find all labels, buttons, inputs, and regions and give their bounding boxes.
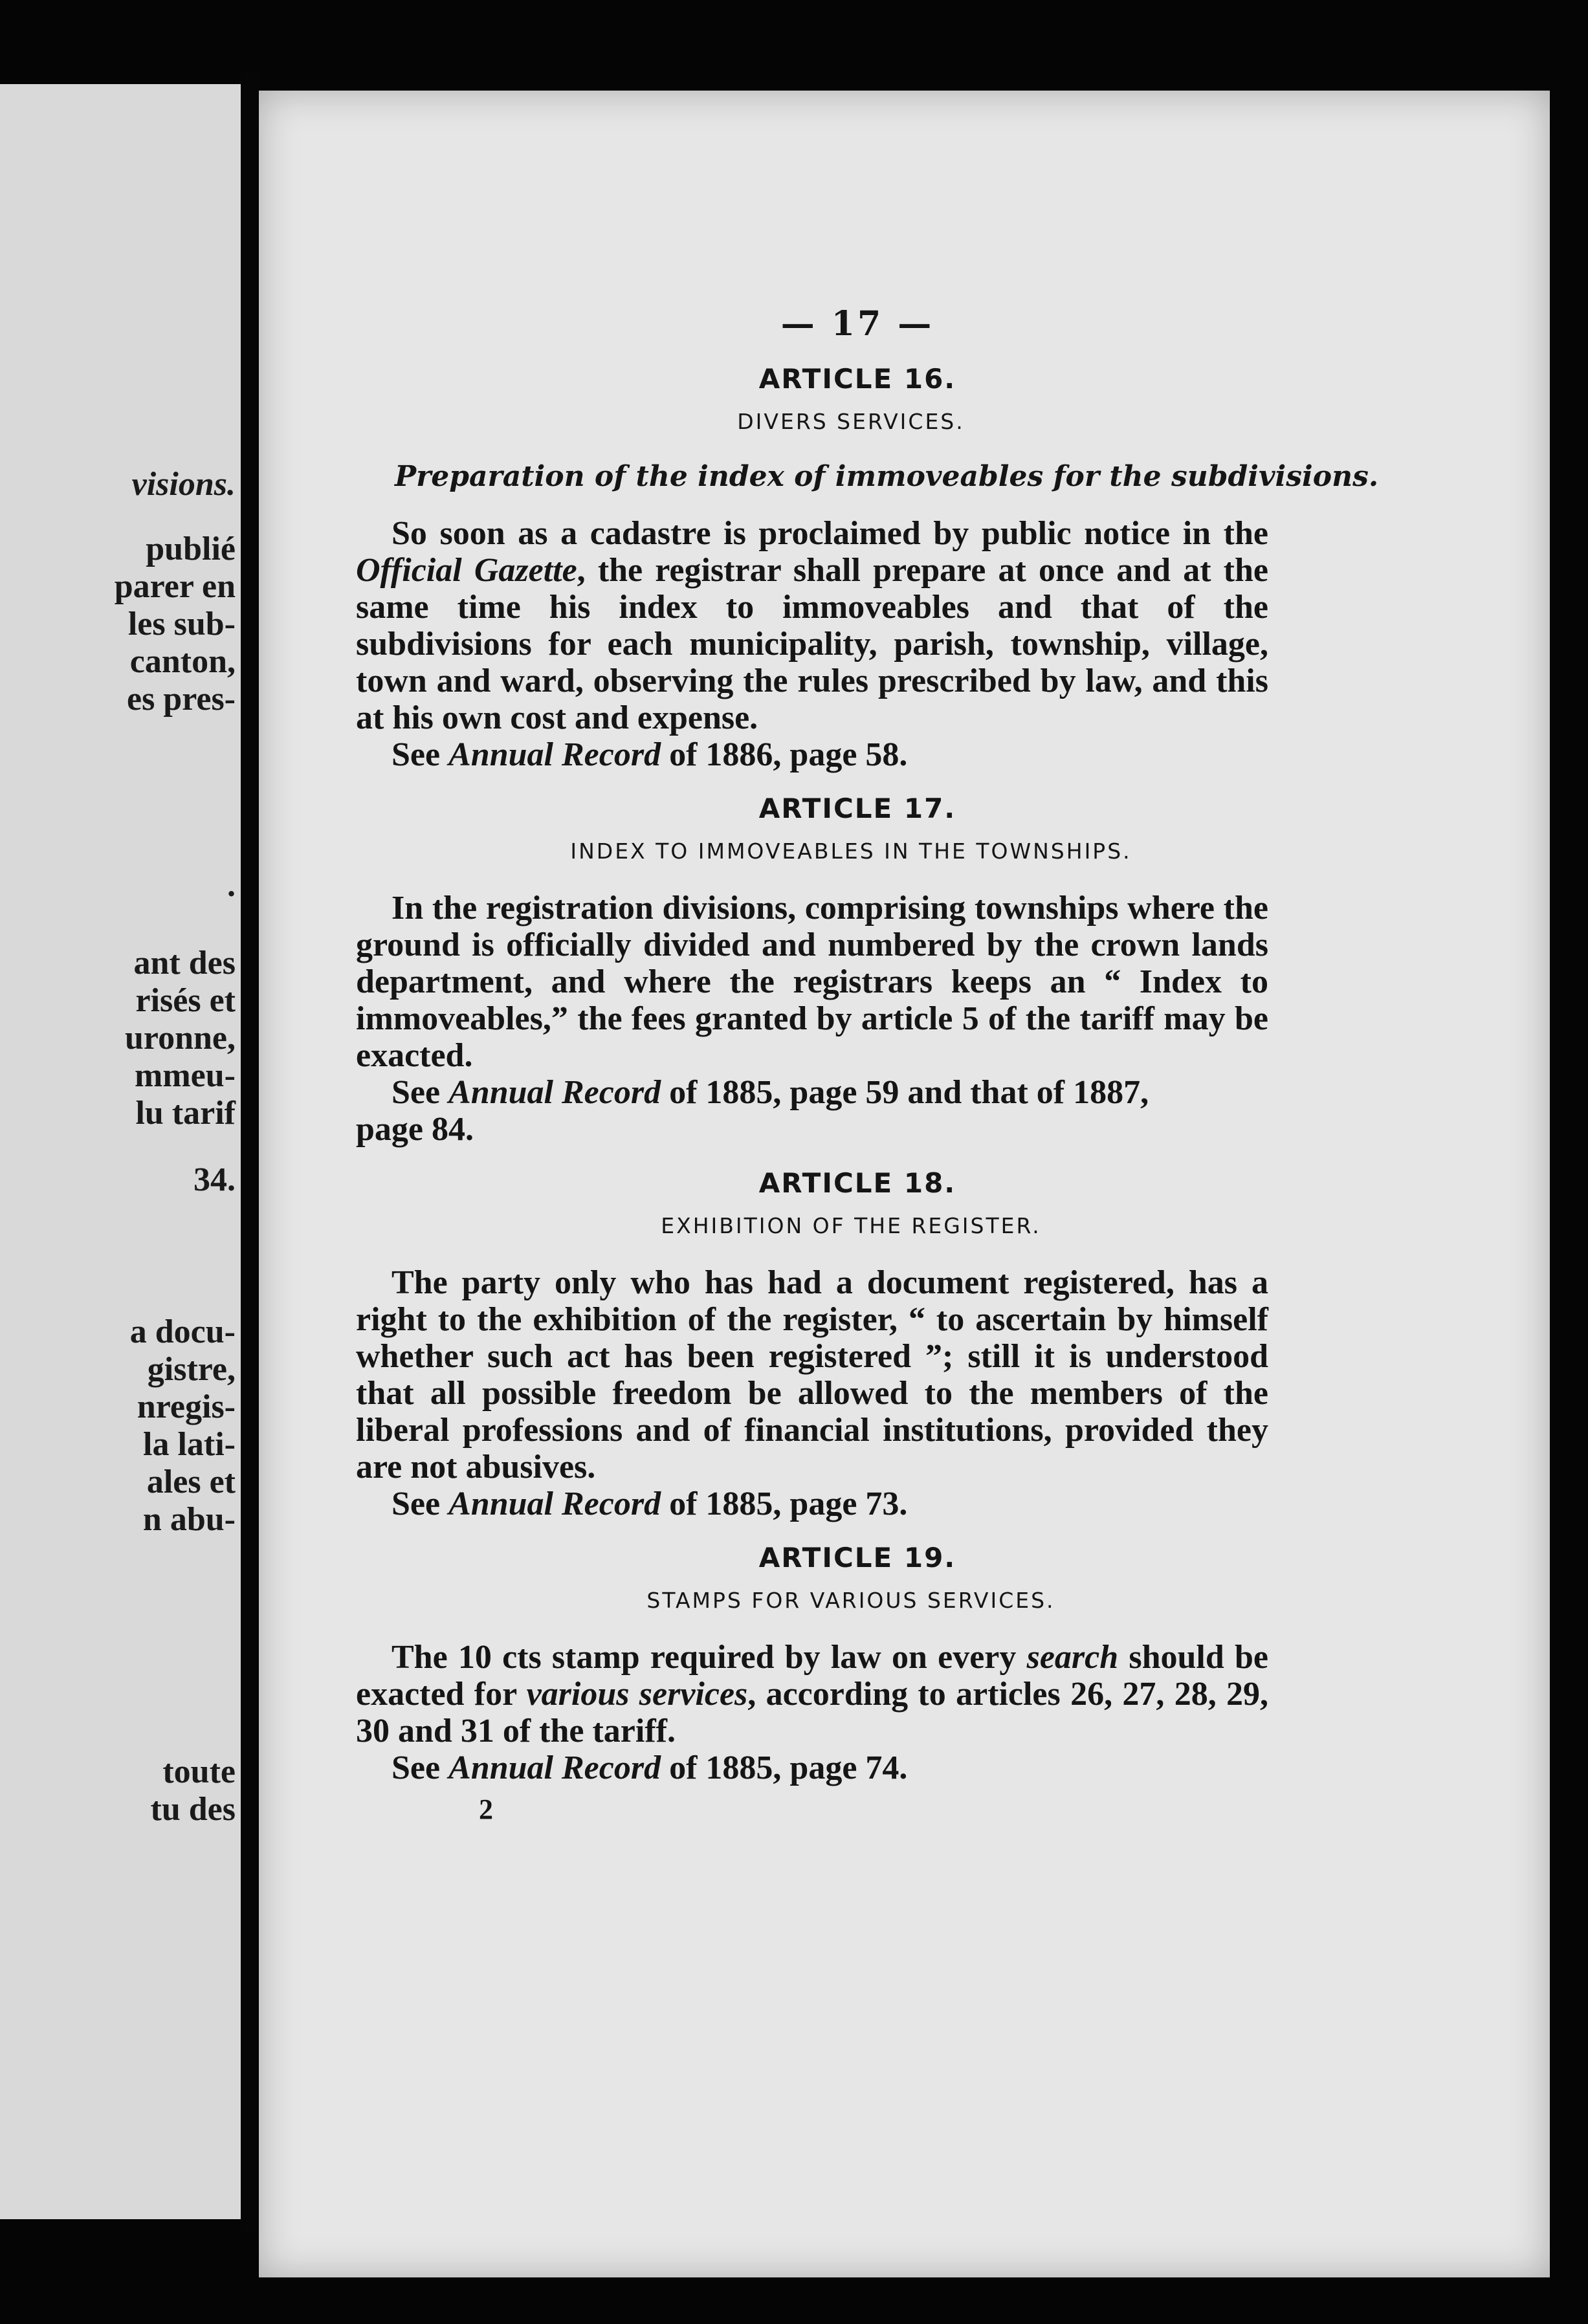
previous-page-strip: [0, 84, 241, 2219]
book-gutter: [241, 71, 259, 2232]
previous-page-text-fragment: la lati-: [143, 1426, 236, 1463]
reference-line: See Annual Record of 1885, page 73.: [391, 1485, 908, 1522]
section-title: STAMPS FOR VARIOUS SERVICES.: [646, 1588, 1055, 1613]
previous-page-text-fragment: uronne,: [125, 1020, 236, 1057]
previous-page-text-fragment: .: [227, 867, 236, 904]
section-title: EXHIBITION OF THE REGISTER.: [661, 1213, 1041, 1238]
section-title: INDEX TO IMMOVEABLES IN THE TOWNSHIPS.: [570, 839, 1132, 864]
article-body: So soon as a cadastre is proclaimed by public notice in the Official Gazette, the registrar shall prepare at once and at the same time his index to immoveables and that of the subdivisions for each municipality, parish, township, village, town and ward, observing the rules prescribed by law, and this at his own cost and expense.: [356, 515, 1268, 736]
article-body: The party only who has had a document registered, has a right to the exhibition of the register, “ to ascertain by himself whether such act has been registered ”; still it is understood that all possible freedom be allowed to the members of the liberal professions and of financial institutions, provided they are not abusives.: [356, 1264, 1268, 1485]
previous-page-text-fragment: risés et: [135, 982, 236, 1019]
section-title: DIVERS SERVICES.: [737, 409, 965, 434]
reference-continuation: page 84.: [356, 1111, 474, 1148]
article-body: In the registration divisions, comprising townships where the ground is officially divided and numbered by the crown lands department, and where the registrars keeps an “ Index to immoveables,” the fees granted by article 5 of the tariff may be exacted.: [356, 890, 1268, 1074]
previous-page-text-fragment: mmeu-: [135, 1057, 236, 1094]
previous-page-text-fragment: 34.: [193, 1161, 236, 1198]
page-number: — 17 —: [780, 304, 934, 344]
page-content: [356, 304, 1379, 1826]
article-17: [356, 793, 1268, 1148]
article-16: [356, 363, 1379, 773]
previous-page-text-fragment: lu tarif: [135, 1095, 236, 1132]
previous-page-text-fragment: n abu-: [142, 1501, 236, 1538]
previous-page-text-fragment: ant des: [133, 945, 236, 981]
previous-page-text-fragment: nregis-: [137, 1388, 236, 1425]
previous-page-text-fragment: canton,: [129, 643, 236, 680]
article-subheading: Preparation of the index of immoveables for the subdivisions.: [395, 460, 1379, 493]
article-19: [356, 1542, 1268, 1786]
previous-page-text-fragment: gistre,: [147, 1351, 236, 1388]
article-body: The 10 cts stamp required by law on every search should be exacted for various services, according to articles 26, 27, 28, 29, 30 and 31 of the tariff.: [356, 1639, 1268, 1749]
previous-page-text-fragment: publié: [146, 531, 236, 567]
article-title: ARTICLE 18.: [758, 1167, 956, 1199]
article-title: ARTICLE 17.: [758, 793, 956, 824]
page: [259, 91, 1550, 2277]
signature-mark: 2: [479, 1793, 493, 1825]
previous-page-text-fragment: parer en: [114, 568, 236, 605]
article-title: ARTICLE 19.: [758, 1542, 956, 1573]
reference-line: See Annual Record of 1885, page 59 and that of 1887,: [391, 1074, 1149, 1111]
previous-page-text-fragment: visions.: [131, 466, 236, 503]
reference-line: See Annual Record of 1885, page 74.: [391, 1749, 908, 1786]
article-title: ARTICLE 16.: [758, 363, 956, 395]
reference-line: See Annual Record of 1886, page 58.: [391, 736, 908, 773]
previous-page-text-fragment: les sub-: [127, 606, 236, 642]
previous-page-text-fragment: es pres-: [126, 681, 236, 718]
previous-page-text-fragment: toute: [162, 1753, 236, 1790]
article-18: [356, 1167, 1268, 1522]
previous-page-text-fragment: tu des: [150, 1791, 236, 1828]
previous-page-text-fragment: a docu-: [129, 1313, 236, 1350]
previous-page-text-fragment: ales et: [146, 1463, 236, 1500]
